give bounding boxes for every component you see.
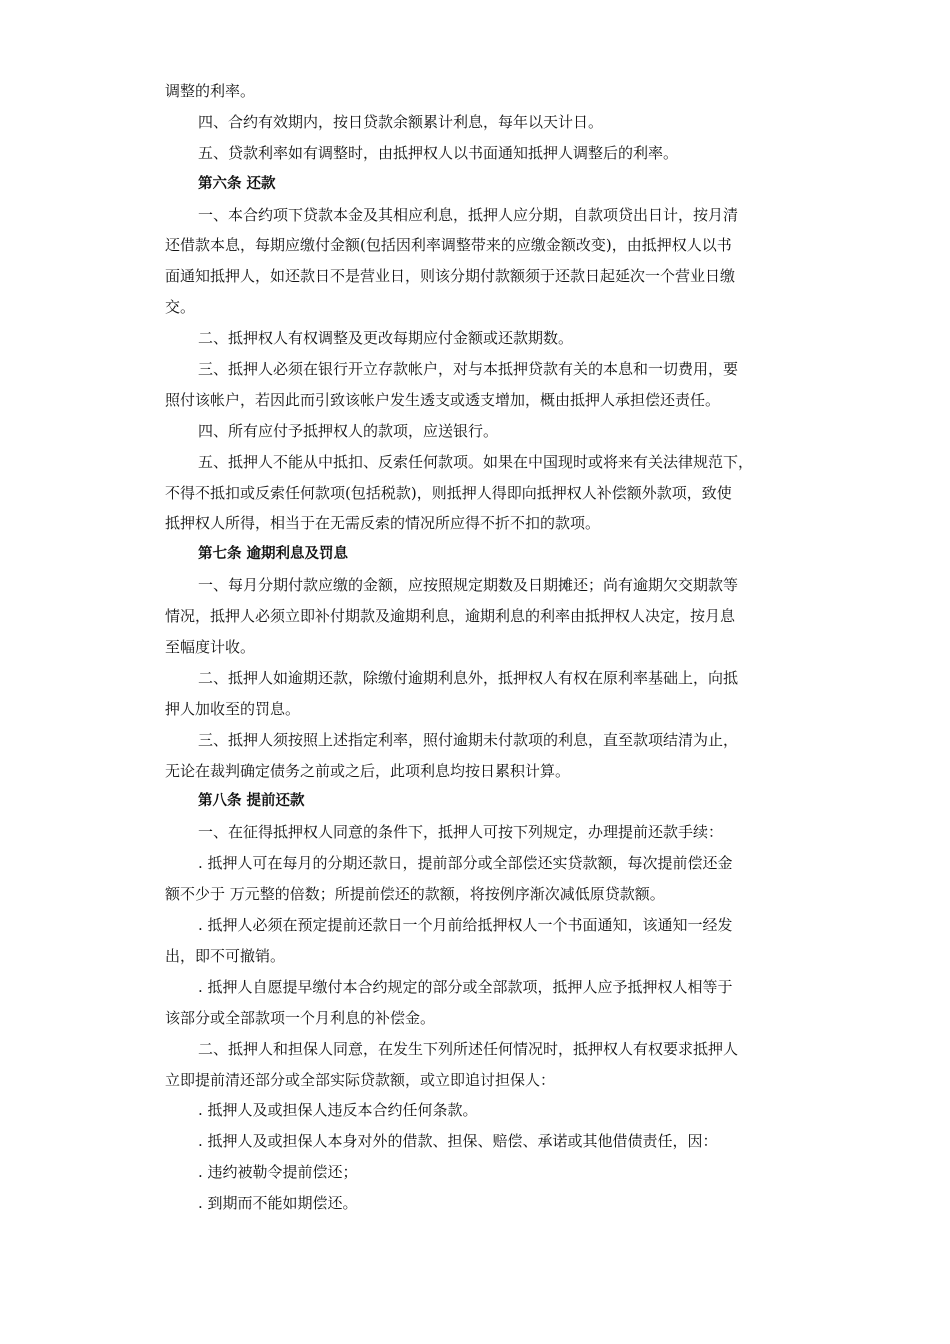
text-line: 不得不抵扣或反索任何款项(包括税款)，则抵押人得即向抵押权人补偿额外款项，致使 xyxy=(165,483,732,502)
list-item-line: . 违约被勒令提前偿还； xyxy=(198,1163,358,1182)
list-item-line: . 抵押人可在每月的分期还款日，提前部分或全部偿还实贷款额，每次提前偿还金 xyxy=(198,854,733,873)
text-line: 至幅度计收。 xyxy=(165,638,256,657)
section-heading: 第七条 逾期利息及罚息 xyxy=(198,546,349,563)
text-line: 额不少于 万元整的倍数；所提前偿还的款额，将按例序渐次减低原贷款额。 xyxy=(165,885,665,904)
text-line: 照付该帐户，若因此而引致该帐户发生透支或透支增加，概由抵押人承担偿还责任。 xyxy=(165,390,721,409)
list-item-line: . 到期而不能如期偿还。 xyxy=(198,1194,358,1213)
section-heading: 第六条 还款 xyxy=(198,175,276,192)
text-line: 押人加收至的罚息。 xyxy=(165,699,301,718)
list-item-line: . 抵押人自愿提早缴付本合约规定的部分或全部款项，抵押人应予抵押权人相等于 xyxy=(198,977,733,996)
list-item-line: . 抵押人及或担保人违反本合约任何条款。 xyxy=(198,1101,478,1120)
text-line: 三、抵押人必须在银行开立存款帐户，对与本抵押贷款有关的本息和一切费用，要 xyxy=(198,360,739,379)
text-line: 交。 xyxy=(165,298,196,317)
text-line: 二、抵押人如逾期还款，除缴付逾期利息外，抵押权人有权在原利率基础上，向抵 xyxy=(198,668,739,687)
text-line: 二、抵押人和担保人同意，在发生下列所述任何情况时，抵押权人有权要求抵押人 xyxy=(198,1039,739,1058)
text-line: 立即提前清还部分或全部实际贷款额，或立即追讨担保人： xyxy=(165,1070,556,1089)
document-page xyxy=(165,76,805,1219)
text-line: 四、合约有效期内，按日贷款余额累计利息，每年以天计日。 xyxy=(198,112,604,131)
text-line: 面通知抵押人，如还款日不是营业日，则该分期付款额须于还款日起延次一个营业日缴 xyxy=(165,267,736,286)
text-line: 二、抵押权人有权调整及更改每期应付金额或还款期数。 xyxy=(198,329,574,348)
text-line: 五、贷款利率如有调整时，由抵押权人以书面通知抵押人调整后的利率。 xyxy=(198,143,679,162)
list-item-line: . 抵押人及或担保人本身对外的借款、担保、赔偿、承诺或其他借债责任，因： xyxy=(198,1132,718,1151)
text-line: 五、抵押人不能从中抵扣、反索任何款项。如果在中国现时或将来有关法律规范下， xyxy=(198,452,754,471)
text-line: 四、所有应付予抵押权人的款项，应送银行。 xyxy=(198,421,499,440)
text-line: 一、每月分期付款应缴的金额，应按照规定期数及日期摊还；尚有逾期欠交期款等 xyxy=(198,576,739,595)
text-line: 情况，抵押人必须立即补付期款及逾期利息，逾期利息的利率由抵押权人决定，按月息 xyxy=(165,607,736,626)
list-item-line: . 抵押人必须在预定提前还款日一个月前给抵押权人一个书面通知，该通知一经发 xyxy=(198,916,733,935)
text-line: 还借款本息，每期应缴付金额(包括因利率调整带来的应缴金额改变)，由抵押权人以书 xyxy=(165,236,732,255)
text-line: 出，即不可撤销。 xyxy=(165,946,286,965)
section-heading: 第八条 提前还款 xyxy=(198,793,305,810)
text-line: 一、在征得抵押权人同意的条件下，抵押人可按下列规定，办理提前还款手续： xyxy=(198,823,724,842)
text-line: 一、本合约项下贷款本金及其相应利息，抵押人应分期，自款项贷出日计，按月清 xyxy=(198,205,739,224)
text-line: 抵押权人所得，相当于在无需反索的情况所应得不折不扣的款项。 xyxy=(165,514,601,533)
text-line: 调整的利率。 xyxy=(165,82,256,100)
text-line: 该部分或全部款项一个月利息的补偿金。 xyxy=(165,1008,436,1027)
text-line: 三、抵押人须按照上述指定利率，照付逾期未付款项的利息，直至款项结清为止， xyxy=(198,730,739,749)
text-line: 无论在裁判确定债务之前或之后，此项利息均按日累积计算。 xyxy=(165,761,571,780)
